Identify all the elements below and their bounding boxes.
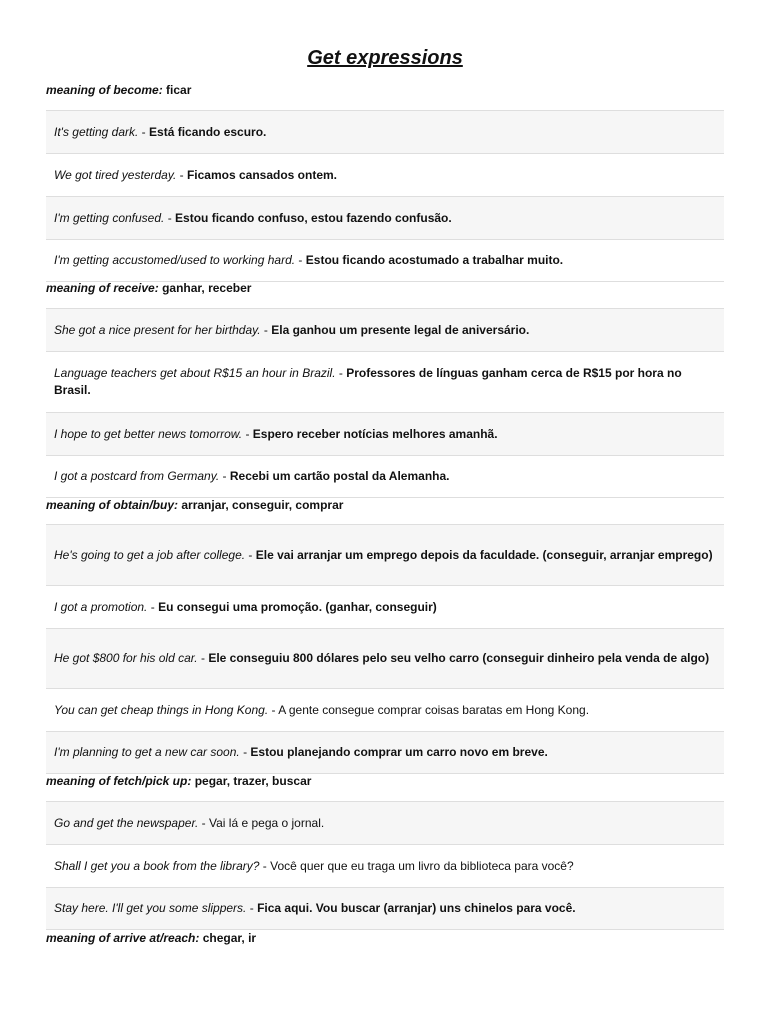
example-row bbox=[46, 153, 724, 196]
section-become bbox=[46, 81, 724, 282]
english-sentence: Language teachers get about R$15 an hour in Brazil. bbox=[54, 366, 336, 380]
portuguese-translation: Está ficando escuro. bbox=[149, 124, 267, 139]
separator: - bbox=[147, 599, 159, 614]
example-row bbox=[46, 801, 724, 844]
example-row bbox=[46, 110, 724, 153]
section-obtain-buy bbox=[46, 496, 724, 774]
separator: - bbox=[268, 702, 279, 717]
section-heading bbox=[46, 496, 724, 514]
section-heading-value: chegar, ir bbox=[202, 931, 257, 945]
section-heading bbox=[46, 279, 724, 297]
separator: - bbox=[219, 469, 230, 483]
example-row bbox=[46, 196, 724, 239]
section-fetch-pick-up bbox=[46, 772, 724, 930]
section-heading-value: arranjar, conseguir, comprar bbox=[181, 498, 344, 512]
separator: - bbox=[239, 745, 251, 759]
english-sentence: I hope to get better news tomorrow. bbox=[54, 426, 243, 441]
separator: - bbox=[164, 210, 176, 225]
separator: - bbox=[335, 366, 347, 380]
portuguese-translation: Ficamos cansados ontem. bbox=[186, 167, 337, 182]
portuguese-translation: Estou planejando comprar um carro novo em breve. bbox=[250, 745, 548, 759]
section-heading-label: meaning of obtain/buy: bbox=[46, 498, 178, 512]
example-row bbox=[46, 308, 724, 351]
portuguese-translation: Ela ganhou um presente legal de aniversário. bbox=[271, 322, 530, 337]
separator: - bbox=[246, 901, 258, 915]
section-arrive-reach bbox=[46, 929, 724, 947]
example-row bbox=[46, 887, 724, 930]
english-sentence: I'm getting accustomed/used to working hard. bbox=[54, 253, 296, 267]
english-sentence: I'm planning to get a new car soon. bbox=[54, 745, 240, 759]
example-row bbox=[46, 524, 724, 585]
english-sentence: He's going to get a job after college. bbox=[54, 547, 246, 562]
english-sentence: Shall I get you a book from the library? bbox=[54, 858, 260, 873]
section-receive bbox=[46, 279, 724, 498]
example-row bbox=[46, 412, 724, 455]
english-sentence: We got tired yesterday. bbox=[54, 167, 177, 182]
example-row bbox=[46, 585, 724, 628]
separator: - bbox=[138, 124, 150, 139]
section-heading-value: ficar bbox=[166, 83, 192, 97]
example-row bbox=[46, 455, 724, 498]
section-heading bbox=[46, 929, 724, 947]
english-sentence: Stay here. I'll get you some slippers. bbox=[54, 901, 247, 915]
separator: - bbox=[242, 426, 253, 441]
portuguese-translation: Vai lá e pega o jornal. bbox=[209, 815, 325, 830]
section-heading-value: ganhar, receber bbox=[162, 281, 252, 295]
section-heading-value: pegar, trazer, buscar bbox=[194, 774, 312, 788]
portuguese-translation: Estou ficando acostumado a trabalhar muito. bbox=[305, 253, 564, 267]
section-heading bbox=[46, 772, 724, 790]
example-row bbox=[46, 844, 724, 887]
english-sentence: I got a promotion. bbox=[54, 599, 148, 614]
portuguese-translation: Professores de línguas ganham cerca de R$15 por hora no Brasil. bbox=[54, 366, 682, 397]
example-row bbox=[46, 688, 724, 731]
separator: - bbox=[260, 322, 272, 337]
portuguese-translation: Espero receber notícias melhores amanhã. bbox=[252, 426, 498, 441]
english-sentence: You can get cheap things in Hong Kong. bbox=[54, 702, 269, 717]
english-sentence: He got $800 for his old car. bbox=[54, 651, 198, 665]
section-heading-label: meaning of fetch/pick up: bbox=[46, 774, 192, 788]
portuguese-translation: Recebi um cartão postal da Alemanha. bbox=[229, 469, 450, 483]
separator: - bbox=[176, 167, 187, 182]
portuguese-translation: Você quer que eu traga um livro da biblioteca para você? bbox=[270, 858, 574, 873]
english-sentence: It's getting dark. bbox=[54, 124, 139, 139]
portuguese-translation: A gente consegue comprar coisas baratas em Hong Kong. bbox=[278, 702, 590, 717]
separator: - bbox=[197, 651, 209, 665]
example-row bbox=[46, 239, 724, 282]
portuguese-translation: Eu consegui uma promoção. (ganhar, conseguir) bbox=[158, 599, 437, 614]
portuguese-translation: Estou ficando confuso, estou fazendo confusão. bbox=[175, 210, 452, 225]
separator: - bbox=[295, 253, 306, 267]
separator: - bbox=[245, 547, 256, 562]
section-heading-label: meaning of receive: bbox=[46, 281, 159, 295]
example-row bbox=[46, 731, 724, 774]
portuguese-translation: Ele conseguiu 800 dólares pelo seu velho carro (conseguir dinheiro pela venda de algo) bbox=[208, 651, 710, 665]
separator: - bbox=[259, 858, 271, 873]
section-heading-label: meaning of become: bbox=[46, 83, 163, 97]
section-heading-label: meaning of arrive at/reach: bbox=[46, 931, 200, 945]
english-sentence: I'm getting confused. bbox=[54, 210, 165, 225]
example-row bbox=[46, 351, 724, 412]
portuguese-translation: Fica aqui. Vou buscar (arranjar) uns chinelos para você. bbox=[257, 901, 576, 915]
page-title: Get expressions bbox=[307, 47, 463, 69]
section-heading bbox=[46, 81, 724, 99]
example-row bbox=[46, 628, 724, 688]
english-sentence: I got a postcard from Germany. bbox=[54, 469, 220, 483]
english-sentence: Go and get the newspaper. bbox=[54, 815, 199, 830]
english-sentence: She got a nice present for her birthday. bbox=[54, 322, 261, 337]
separator: - bbox=[198, 815, 209, 830]
portuguese-translation: Ele vai arranjar um emprego depois da faculdade. (conseguir, arranjar emprego) bbox=[255, 547, 713, 562]
